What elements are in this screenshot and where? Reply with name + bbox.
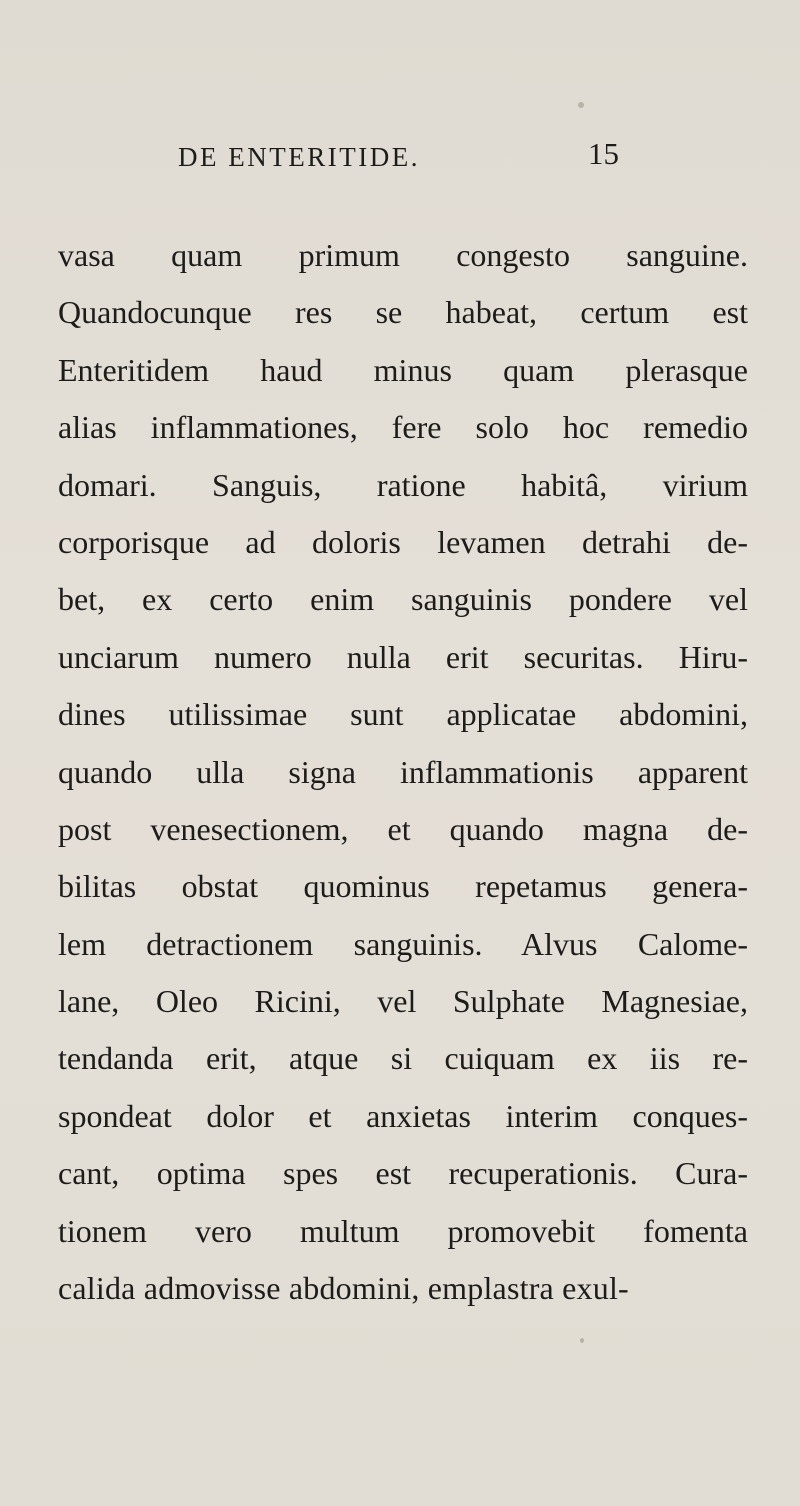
page-header: [0, 136, 800, 182]
running-head: DE ENTERITIDE.: [178, 142, 420, 172]
paper-speck: [578, 102, 584, 108]
text-line: Quandocunque res se habeat, certum est: [58, 294, 748, 331]
text-line: bilitas obstat quominus repetamus genera-: [58, 868, 748, 905]
page-number: 15: [588, 136, 619, 171]
text-line: lem detractionem sanguinis. Alvus Calome-: [58, 925, 748, 962]
text-line: alias inflammationes, fere solo hoc remedio: [58, 409, 748, 446]
text-line: dines utilissimae sunt applicatae abdomini,: [58, 696, 748, 733]
text-line: corporisque ad doloris levamen detrahi de-: [58, 523, 748, 560]
text-line: unciarum numero nulla erit securitas. Hiru-: [58, 638, 748, 675]
text-line: cant, optima spes est recuperationis. Cura-: [58, 1155, 748, 1192]
text-line: tionem vero multum promovebit fomenta: [58, 1212, 748, 1249]
text-line: post venesectionem, et quando magna de-: [58, 810, 748, 847]
paper-speck: [580, 1338, 584, 1343]
text-line: bet, ex certo enim sanguinis pondere vel: [58, 581, 748, 618]
body-text: [58, 227, 748, 1317]
text-line: vasa quam primum congesto sanguine.: [58, 237, 748, 273]
text-line: Enteritidem haud minus quam plerasque: [58, 351, 748, 388]
text-line: domari. Sanguis, ratione habitâ, virium: [58, 466, 748, 503]
text-line: lane, Oleo Ricini, vel Sulphate Magnesiae,: [58, 983, 748, 1020]
text-line: quando ulla signa inflammationis apparent: [58, 753, 748, 790]
text-line: calida admovisse abdomini, emplastra exul-: [58, 1270, 629, 1307]
text-line: tendanda erit, atque si cuiquam ex iis re-: [58, 1040, 748, 1077]
text-line: spondeat dolor et anxietas interim conques-: [58, 1097, 748, 1134]
